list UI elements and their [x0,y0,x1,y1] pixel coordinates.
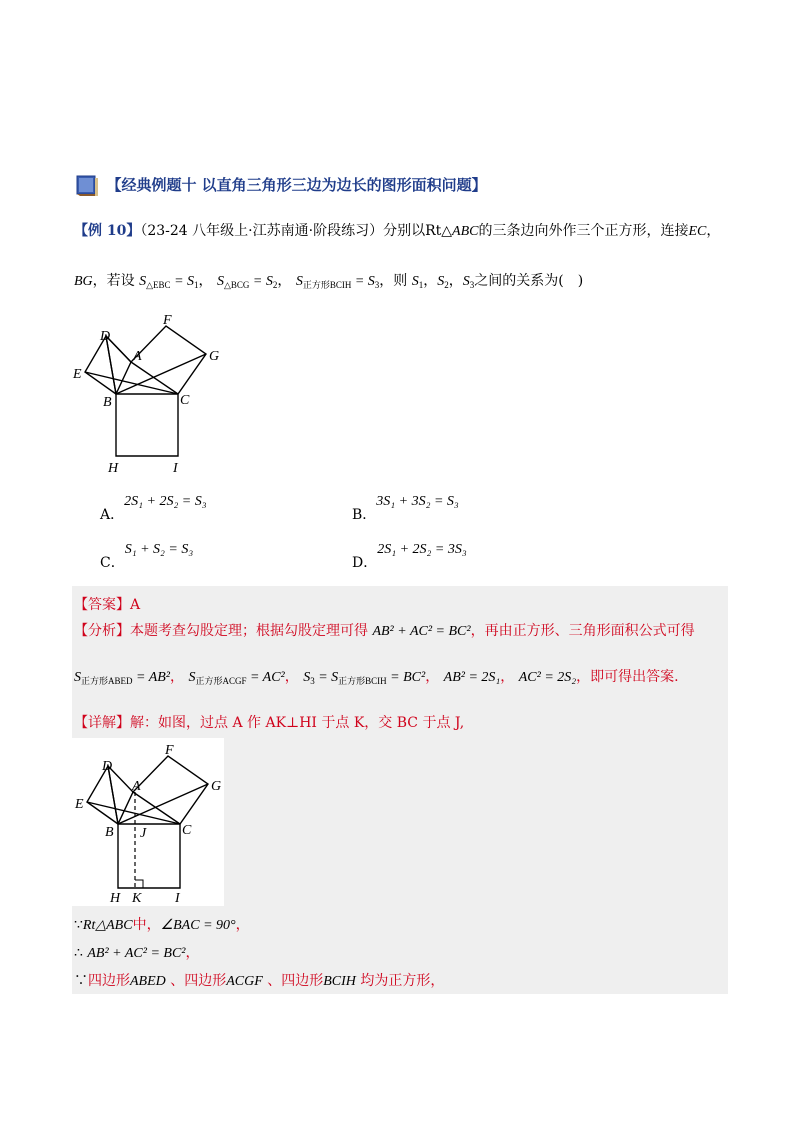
comma: ， [706,223,721,239]
label-d: D [100,329,111,344]
option-b[interactable]: B．3S₁ + 3S₂ = S₃ [352,494,459,523]
detail-line-2: ∵Rt△ABC中，∠BAC = 90°， [74,917,250,933]
label-b: B [103,395,112,410]
svg-text:E: E [75,797,84,812]
label-i: I [173,461,178,476]
svg-text:J: J [140,826,147,841]
problem-diagram [70,310,230,480]
problem-tag: 【例 10】 [74,223,141,239]
label-g: G [209,349,220,364]
svg-text:F: F [165,743,174,758]
s1-def: $S_{\triangle EBC} = S_1$ [139,274,199,290]
label-f: F [163,313,172,328]
option-a[interactable]: A．2S₁ + 2S₂ = S₃ [100,494,207,523]
ec-label: EC [688,224,707,239]
problem-line-1 [74,220,720,240]
svg-text:C: C [182,823,192,838]
option-d[interactable]: D．2S₁ + 2S₂ = 3S₃ [352,542,467,571]
svg-text:B: B [105,825,114,840]
answer-value: A [130,597,141,613]
bg-label: BG [74,274,93,289]
problem-text-2: 的三条边向外作三个正方形，连接 [478,223,689,239]
svg-text:A: A [132,779,141,794]
detail-line-3: ∴ AB² + AC² = BC²， [74,945,200,961]
section-title: 【经典例题十 以直角三角形三边为边长的图形面积问题】 [106,176,487,194]
rt-triangle: Rt△ [425,223,453,239]
problem-text-3: ，若设 [92,273,135,289]
s2-def: $S_{\triangle BCG} = S_2$ [216,274,278,290]
svg-text:D: D [102,759,113,774]
book-icon [74,174,102,198]
svg-text:G: G [211,779,222,794]
section-header [74,174,487,198]
answer-line: 【答案】A [74,597,141,613]
problem-source: （23-24 八年级上·江苏南通·阶段练习） [140,223,384,239]
s3-def: $S_{正方形BCIH} = S_3$ [295,274,380,290]
problem-text-5: 之间的关系为( ) [474,273,584,289]
problem-line-2: BG，若设 $S_{\triangle EBC} = S_1$， $S_{\triangle BCG} = S_2$， $S_{正方形BCIH} = S_3$，则 $S_1$，$S_2$，$S_3$之间的关系为( ) [74,273,584,290]
svg-text:H: H [110,891,121,906]
abc-label: ABC [452,224,479,239]
detail-diagram [72,738,224,906]
detail-line-4: ∵四边形ABED 、四边形ACGF 、四边形BCIH 均为正方形， [74,973,445,989]
svg-text:I: I [175,891,180,906]
label-h: H [108,461,119,476]
label-e: E [73,367,82,382]
problem-text-4: ，则 [379,273,408,289]
label-a: A [133,349,142,364]
problem-text-1: 分别以 [383,223,426,239]
label-c: C [180,393,190,408]
option-c[interactable]: C．S₁ + S₂ = S₃ [100,542,194,571]
detail-line-1: 【详解】解：如图，过点 A 作 AK⊥HI 于点 K，交 BC 于点 J, [74,715,465,731]
analysis-line-1: 【分析】本题考查勾股定理；根据勾股定理可得 AB² + AC² = BC²，再由正方形、三角形面积公式可得 [74,623,695,639]
svg-text:K: K [132,891,142,906]
analysis-line-2: $S_{正方形ABED} = AB^2$， $S_{正方形ACGF} = AC^2$， $S_3 = S_{正方形BCIH} = BC^2$， AB² = 2S₁， AC² = 2S₂，即可得出答案. [74,669,679,686]
